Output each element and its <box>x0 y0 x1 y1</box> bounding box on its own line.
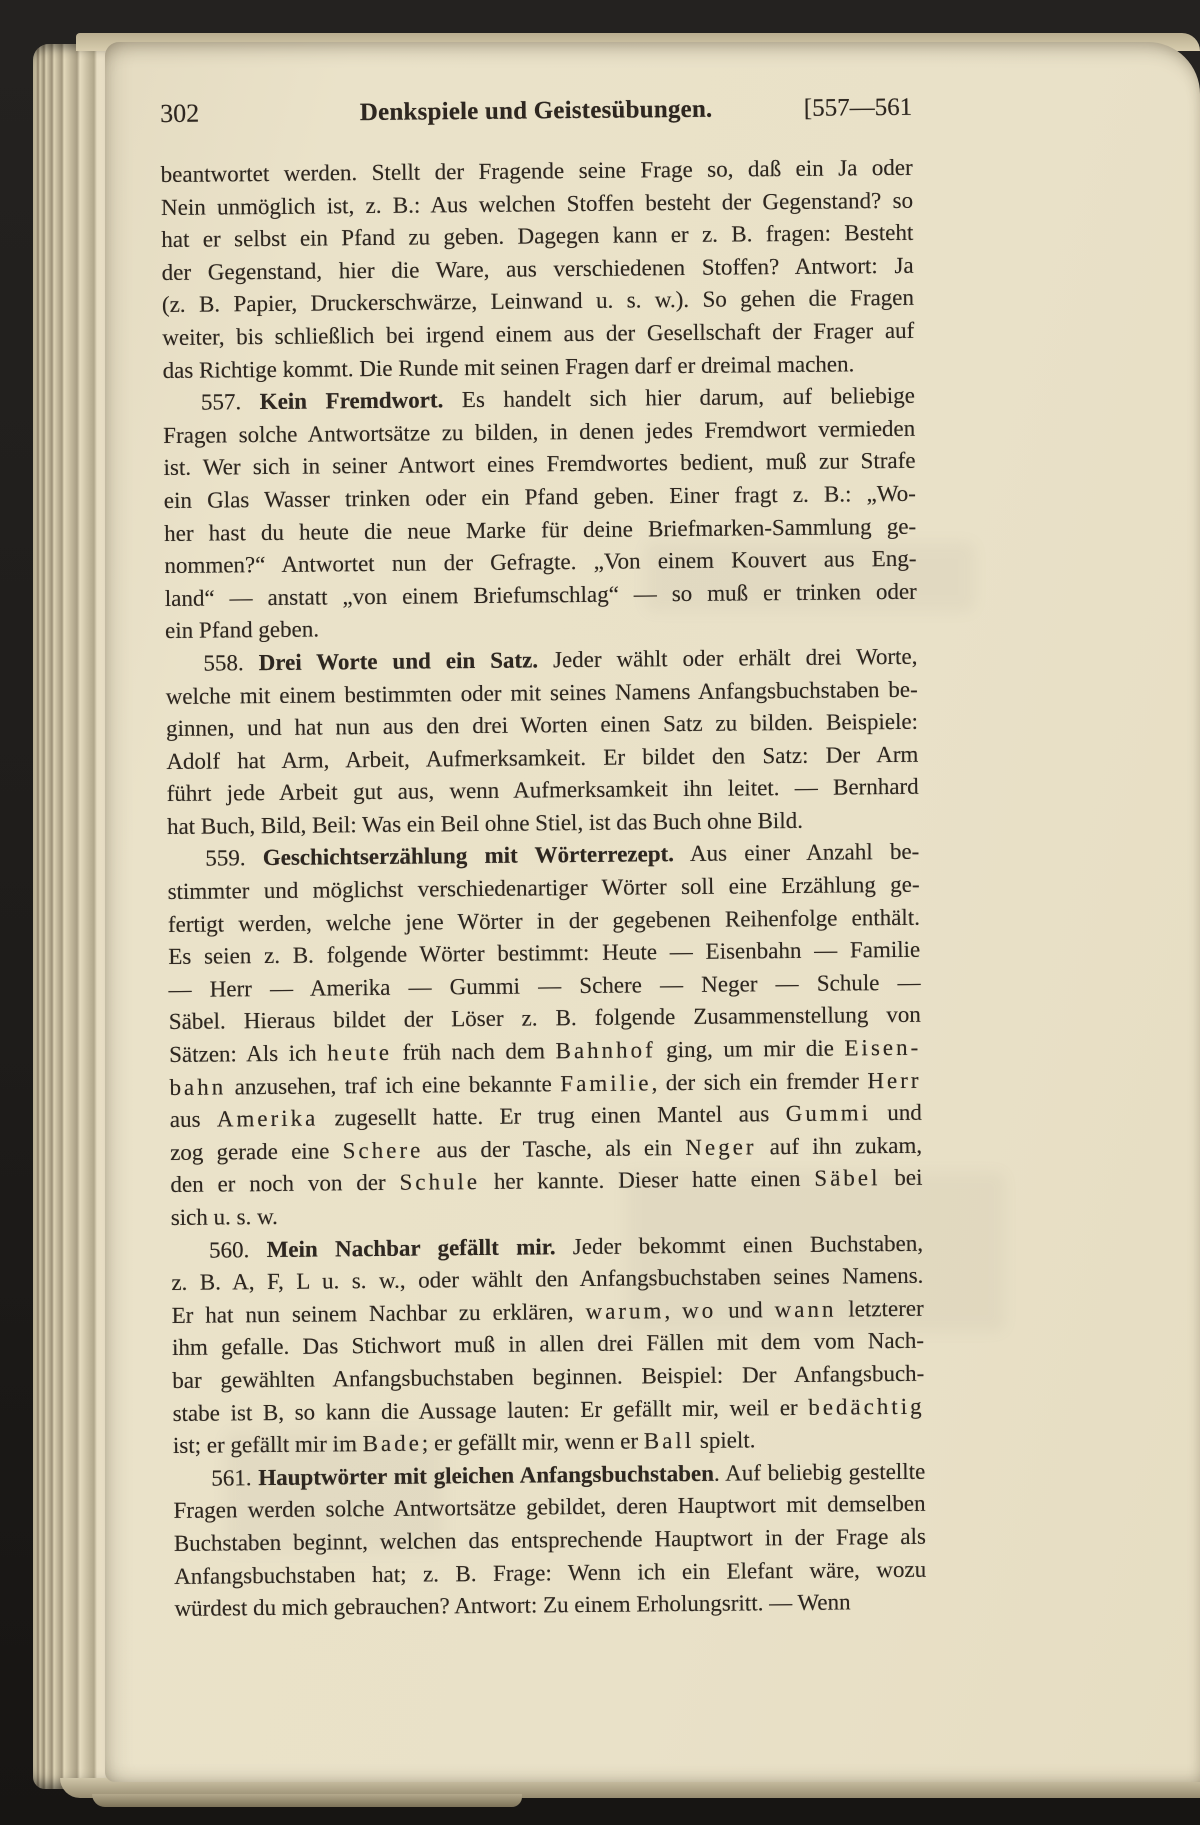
text-line: ihm gefalle. Das Stichwort muß in allen drei Fällen mit dem vom Nach- <box>171 1328 925 1361</box>
text-line: — Herr — Amerika — Gummi — Schere — Neger — Schule — <box>168 969 921 1002</box>
text-line: beantwortet werden. Stellt der Fragende seine Frage so, daß ein Ja oder <box>160 154 913 187</box>
page-header <box>160 91 912 131</box>
text-line: Säbel. Hieraus bildet der Löser z. B. folgende Zusammenstellung von <box>168 1002 921 1035</box>
text-line: nommen?“ Antwortet nun der Gefragte. „Von einem Kouvert aus Eng- <box>164 545 917 579</box>
text-line: stimmter und möglichst verschiedenartiger Wörter soll eine Erzählung ge- <box>167 871 920 905</box>
text-line: Fragen solche Antwortsätze zu bilden, in denen jedes Fremdwort vermieden <box>163 415 916 448</box>
text-line: 557. Kein Fremdwort. Es handelt sich hier darum, auf beliebige <box>200 382 916 415</box>
text-line: der Gegenstand, hier die Ware, aus verschiedenen Stoffen? Antwort: Ja <box>161 252 914 285</box>
text-line: Buchstaben beginnt, welchen das entsprechende Hauptwort in der Frage als <box>173 1523 926 1556</box>
text-line: stabe ist B, so kann die Aussage lauten: Er gefällt mir, weil er bedächtig <box>172 1393 925 1426</box>
text-line: 560. Mein Nachbar gefällt mir. Jeder bekommt einen Buchstaben, <box>208 1230 924 1263</box>
text-line: z. B. A, F, L u. s. w., oder wählt den Anfangsbuchstaben seines Namens. <box>171 1262 924 1296</box>
running-title: Denkspiele und Geistesübungen. <box>359 95 713 127</box>
paragraph <box>161 152 915 387</box>
text-line: würdest du mich gebrauchen? Antwort: Zu einem Erholungsritt. — Wenn <box>174 1589 851 1622</box>
text-line: fertigt werden, welche jene Wörter in der gegebenen Reihenfolge enthält. <box>167 904 921 937</box>
text-line: Er hat nun seinem Nachbar zu erklären, warum, wo und wann letzterer <box>171 1295 924 1328</box>
text-line: ginnen, und hat nun aus den drei Worten einen Satz zu bilden. Beispiele: <box>165 708 919 742</box>
text-line: (z. B. Papier, Druckerschwärze, Leinwand u. s. w.). So gehen die Fragen <box>161 285 915 318</box>
page-content <box>160 91 927 1626</box>
text-line: hat Buch, Bild, Beil: Was ein Beil ohne Stiel, ist das Buch ohne Bild. <box>166 807 804 839</box>
paragraph <box>167 836 923 1234</box>
text-line: führt jede Arbeit gut aus, wenn Aufmerksamkeit ihn leitet. — Bernhard <box>166 774 919 807</box>
text-line: ein Pfand geben. <box>164 616 320 644</box>
page-stack-left-edge <box>33 44 107 1789</box>
page-stack-bottom-edge-step <box>92 1794 522 1807</box>
text-line: Nein unmöglich ist, z. B.: Aus welchen Stoffen besteht der Gegenstand? so <box>160 187 914 220</box>
text-line: Anfangsbuchstaben hat; z. B. Frage: Wenn ich ein Elefant wäre, wozu <box>174 1556 927 1589</box>
text-line: sich u. s. w. <box>170 1203 278 1230</box>
text-line: bar gewählten Anfangsbuchstaben beginnen. Beispiel: Der Anfangsbuch- <box>172 1360 925 1393</box>
text-line: 561. Hauptwörter mit gleichen Anfangsbuchstaben. Auf beliebig gestellte <box>211 1458 926 1491</box>
body-text <box>161 152 927 1626</box>
text-line: ein Glas Wasser trinken oder ein Pfand geben. Einer fragt z. B.: „Wo- <box>163 480 916 513</box>
text-line: ist; er gefällt mir im Bade; er gefällt mir, wenn er Ball spielt. <box>172 1427 756 1459</box>
text-line: 558. Drei Worte und ein Satz. Jeder wählt oder erhält drei Worte, <box>203 643 918 676</box>
page-number: 302 <box>160 98 200 128</box>
text-line: Es seien z. B. folgende Wörter bestimmt: Heute — Eisenbahn — Familie <box>168 936 921 970</box>
text-line: 559. Geschichtserzählung mit Wörterrezept. Aus einer Anzahl be- <box>205 839 920 872</box>
text-line: zog gerade eine Schere aus der Tasche, als ein Neger auf ihn zukam, <box>170 1132 923 1165</box>
text-line: her hast du heute die neue Marke für deine Briefmarken-Sammlung ge- <box>164 513 917 546</box>
text-line: den er noch von der Schule her kannte. Dieser hatte einen Säbel bei <box>170 1165 923 1198</box>
paragraph <box>173 1455 927 1625</box>
paragraph <box>165 641 919 844</box>
text-line: hat er selbst ein Pfand zu geben. Dagegen kann er z. B. fragen: Besteht <box>161 219 914 253</box>
paragraph <box>171 1227 925 1462</box>
paragraph <box>163 380 917 648</box>
text-line: aus Amerika zugesellt hatte. Er trug einen Mantel aus Gummi und <box>169 1099 922 1133</box>
text-line: welche mit einem bestimmten oder mit seines Namens Anfangsbuchstaben be- <box>165 676 918 709</box>
text-line: das Richtige kommt. Die Runde mit seinen Fragen darf er dreimal machen. <box>162 350 855 383</box>
text-line: Fragen werden solche Antwortsätze gebildet, deren Hauptwort mit demselben <box>173 1491 926 1524</box>
text-line: Adolf hat Arm, Arbeit, Aufmerksamkeit. Er bildet den Satz: Der Arm <box>166 741 919 774</box>
text-line: bahn anzusehen, traf ich eine bekannte Familie, der sich ein fremder Herr <box>169 1067 922 1100</box>
text-line: land“ — anstatt „von einem Briefumschlag“ — so muß er trinken oder <box>164 578 917 611</box>
section-range: [557—561 <box>803 93 913 122</box>
text-line: ist. Wer sich in seiner Antwort eines Fremdwortes bedient, muß zur Strafe <box>163 448 916 481</box>
text-line: Sätzen: Als ich heute früh nach dem Bahnhof ging, um mir die Eisen- <box>169 1034 922 1067</box>
text-line: weiter, bis schließlich bei irgend einem aus der Gesellschaft der Frager auf <box>162 317 915 350</box>
